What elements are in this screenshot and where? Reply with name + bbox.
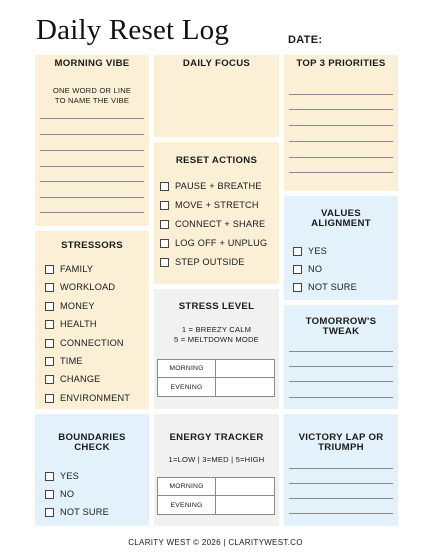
boundaries-check-title-line1: BOUNDARIES bbox=[58, 432, 126, 443]
checkbox[interactable] bbox=[45, 357, 54, 366]
reset-action-item[interactable] bbox=[160, 238, 267, 248]
tomorrows-tweak-panel bbox=[284, 305, 398, 409]
victory-lap-panel bbox=[284, 414, 398, 526]
checkbox[interactable] bbox=[45, 375, 54, 384]
stressor-label: WORKLOAD bbox=[60, 282, 116, 292]
values-option-label: NO bbox=[308, 264, 323, 274]
values-option-label: YES bbox=[308, 246, 327, 256]
date-label: DATE: bbox=[288, 34, 323, 46]
write-line[interactable] bbox=[289, 381, 393, 382]
reset-action-item[interactable] bbox=[160, 219, 265, 229]
daily-focus-panel[interactable] bbox=[154, 55, 279, 137]
write-line[interactable] bbox=[289, 483, 393, 484]
stress-level-title: STRESS LEVEL bbox=[178, 301, 255, 312]
energy-tracker-panel bbox=[154, 414, 279, 526]
stressor-item[interactable] bbox=[45, 319, 97, 329]
boundaries-check-panel bbox=[35, 414, 149, 526]
reset-action-label: STEP OUTSIDE bbox=[175, 257, 245, 267]
checkbox[interactable] bbox=[160, 258, 169, 267]
energy-tracker-input[interactable] bbox=[216, 496, 274, 514]
write-line[interactable] bbox=[289, 172, 393, 173]
page-title: Daily Reset Log bbox=[36, 14, 230, 46]
reset-action-label: LOG OFF + UNPLUG bbox=[175, 238, 268, 248]
stressor-label: CONNECTION bbox=[60, 338, 124, 348]
energy-tracker-table bbox=[157, 477, 275, 515]
stress-level-scale-line2: 5 = MELTDOWN MODE bbox=[174, 334, 259, 344]
boundaries-check-title-line2: CHECK bbox=[74, 442, 110, 453]
write-line[interactable] bbox=[289, 94, 393, 95]
boundaries-option-label: NOT SURE bbox=[60, 507, 109, 517]
morning-vibe-title: MORNING VIBE bbox=[54, 58, 130, 69]
daily-focus-title: DAILY FOCUS bbox=[182, 58, 251, 69]
write-line[interactable] bbox=[289, 513, 393, 514]
boundaries-option-label: YES bbox=[60, 471, 79, 481]
stress-level-scale-line1: 1 = BREEZY CALM bbox=[181, 325, 252, 334]
reset-action-label: PAUSE + BREATHE bbox=[175, 181, 262, 191]
checkbox[interactable] bbox=[160, 220, 169, 229]
write-line[interactable] bbox=[40, 181, 144, 182]
stressor-item[interactable] bbox=[45, 282, 115, 292]
checkbox[interactable] bbox=[45, 265, 54, 274]
stressor-label: FAMILY bbox=[60, 264, 94, 274]
write-line[interactable] bbox=[40, 150, 144, 151]
checkbox[interactable] bbox=[45, 339, 54, 348]
checkbox[interactable] bbox=[45, 320, 54, 329]
write-line[interactable] bbox=[289, 109, 393, 110]
stressor-label: ENVIRONMENT bbox=[60, 393, 131, 403]
boundaries-option[interactable] bbox=[45, 471, 79, 481]
write-line[interactable] bbox=[40, 197, 144, 198]
stress-level-row-label: EVENING bbox=[158, 378, 216, 396]
write-line[interactable] bbox=[289, 157, 393, 158]
stress-level-table bbox=[157, 359, 275, 397]
victory-lap-title-line1: VICTORY LAP OR bbox=[298, 432, 384, 443]
morning-vibe-subtitle-line1: ONE WORD OR LINE bbox=[52, 86, 132, 95]
stressors-panel bbox=[35, 231, 149, 409]
values-option[interactable] bbox=[293, 264, 322, 274]
morning-vibe-panel bbox=[35, 55, 149, 226]
reset-action-label: MOVE + STRETCH bbox=[175, 200, 259, 210]
top-priorities-panel bbox=[284, 55, 398, 191]
morning-vibe-subtitle-line2: TO NAME THE VIBE bbox=[54, 95, 130, 105]
values-alignment-title-line1: VALUES bbox=[320, 208, 361, 219]
boundaries-option-label: NO bbox=[60, 489, 75, 499]
values-alignment-panel bbox=[284, 196, 398, 300]
write-line[interactable] bbox=[289, 141, 393, 142]
values-option[interactable] bbox=[293, 246, 327, 256]
footer-credit: CLARITY WEST © 2026 | CLARITYWEST.CO bbox=[128, 538, 303, 547]
write-line[interactable] bbox=[40, 212, 144, 213]
checkbox[interactable] bbox=[160, 201, 169, 210]
victory-lap-title-line2: TRIUMPH bbox=[318, 442, 364, 453]
stressor-item[interactable] bbox=[45, 338, 124, 348]
stressor-label: HEALTH bbox=[60, 319, 97, 329]
reset-action-item[interactable] bbox=[160, 181, 262, 191]
checkbox[interactable] bbox=[45, 472, 54, 481]
energy-tracker-row-label: MORNING bbox=[158, 478, 216, 495]
top-priorities-title: TOP 3 PRIORITIES bbox=[296, 58, 386, 69]
write-line[interactable] bbox=[289, 498, 393, 499]
stress-level-row bbox=[158, 360, 274, 378]
checkbox[interactable] bbox=[293, 283, 302, 292]
stress-level-row-label: MORNING bbox=[158, 360, 216, 377]
checkbox[interactable] bbox=[293, 265, 302, 274]
reset-action-item[interactable] bbox=[160, 200, 259, 210]
tomorrows-tweak-title-line1: TOMORROW'S bbox=[305, 316, 377, 327]
stressor-item[interactable] bbox=[45, 393, 130, 403]
write-line[interactable] bbox=[289, 366, 393, 367]
stress-level-input[interactable] bbox=[216, 360, 274, 377]
reset-actions-panel bbox=[154, 142, 279, 284]
stressors-title: STRESSORS bbox=[61, 240, 123, 251]
stressor-label: MONEY bbox=[60, 301, 95, 311]
checkbox[interactable] bbox=[160, 182, 169, 191]
energy-tracker-row bbox=[158, 478, 274, 496]
write-line[interactable] bbox=[40, 118, 144, 119]
write-line[interactable] bbox=[289, 125, 393, 126]
values-option-label: NOT SURE bbox=[308, 282, 357, 292]
write-line[interactable] bbox=[40, 134, 144, 135]
boundaries-option[interactable] bbox=[45, 507, 109, 517]
stressor-item[interactable] bbox=[45, 301, 95, 311]
stress-level-row bbox=[158, 378, 274, 396]
boundaries-option[interactable] bbox=[45, 489, 74, 499]
stressor-item[interactable] bbox=[45, 264, 93, 274]
energy-tracker-input[interactable] bbox=[216, 478, 274, 495]
stressor-item[interactable] bbox=[45, 374, 101, 384]
checkbox[interactable] bbox=[45, 490, 54, 499]
checkbox[interactable] bbox=[160, 239, 169, 248]
energy-tracker-title: ENERGY TRACKER bbox=[169, 432, 264, 443]
tomorrows-tweak-title-line2: TWEAK bbox=[322, 326, 360, 337]
checkbox[interactable] bbox=[45, 508, 54, 517]
reset-action-item[interactable] bbox=[160, 257, 245, 267]
values-option[interactable] bbox=[293, 282, 357, 292]
stressor-label: TIME bbox=[60, 356, 83, 366]
write-line[interactable] bbox=[289, 351, 393, 352]
reset-action-label: CONNECT + SHARE bbox=[175, 219, 266, 229]
write-line[interactable] bbox=[289, 397, 393, 398]
energy-tracker-row-label: EVENING bbox=[158, 496, 216, 514]
values-alignment-title-line2: ALIGNMENT bbox=[311, 218, 371, 229]
stressor-label: CHANGE bbox=[60, 374, 101, 384]
checkbox[interactable] bbox=[45, 394, 54, 403]
energy-tracker-row bbox=[158, 496, 274, 514]
checkbox[interactable] bbox=[45, 283, 54, 292]
checkbox[interactable] bbox=[45, 302, 54, 311]
write-line[interactable] bbox=[289, 468, 393, 469]
write-line[interactable] bbox=[40, 166, 144, 167]
stress-level-panel bbox=[154, 289, 279, 409]
energy-tracker-scale: 1=LOW | 3=MED | 5=HIGH bbox=[168, 455, 265, 464]
stressor-item[interactable] bbox=[45, 356, 83, 366]
checkbox[interactable] bbox=[293, 247, 302, 256]
stress-level-input[interactable] bbox=[216, 378, 274, 396]
reset-actions-title: RESET ACTIONS bbox=[175, 155, 258, 166]
